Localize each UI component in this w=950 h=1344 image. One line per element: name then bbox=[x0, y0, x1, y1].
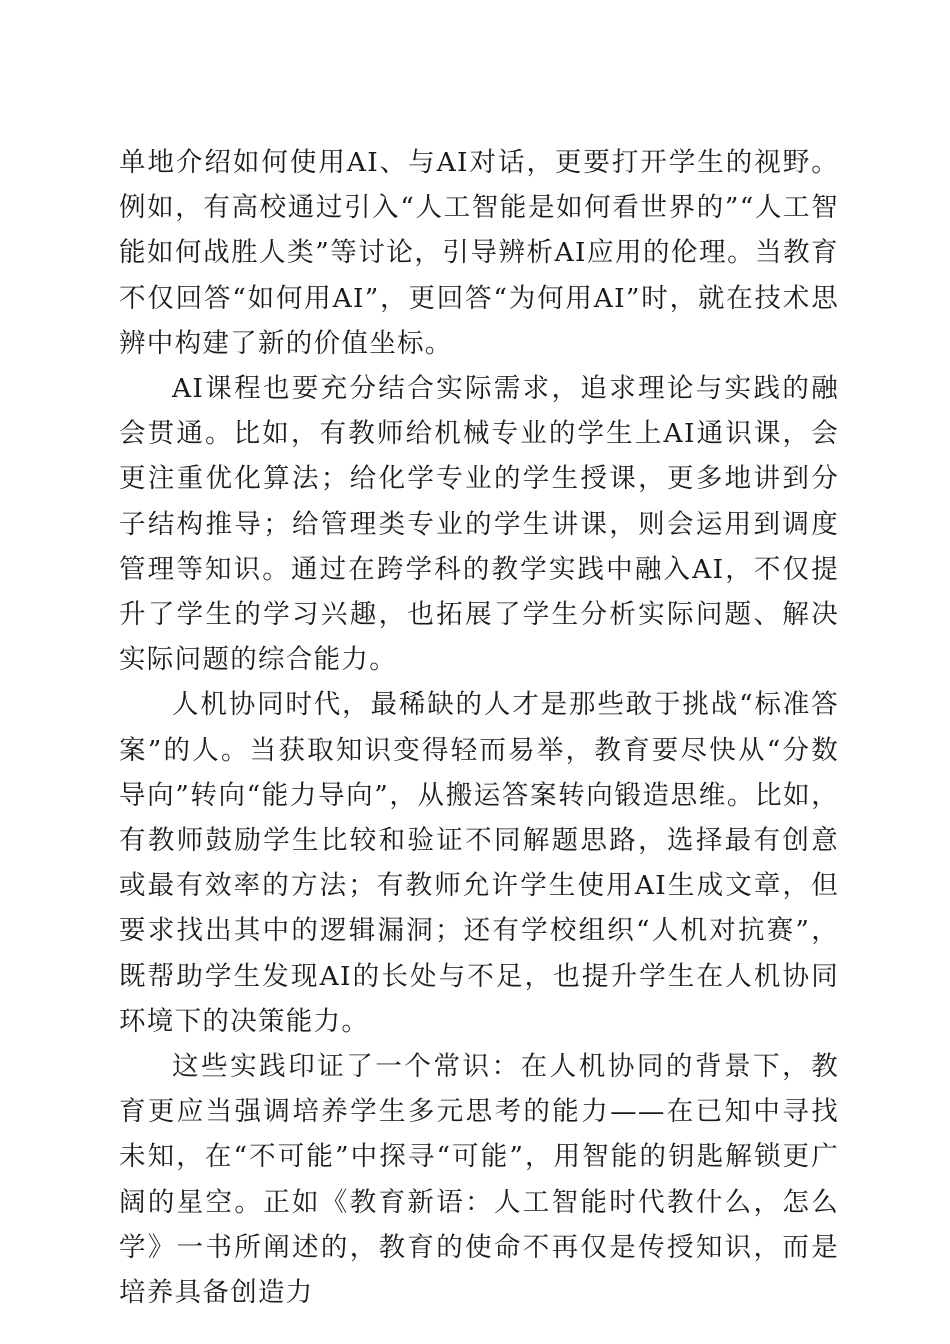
paragraph-practice-conclusion: 这些实践印证了一个常识：在人机协同的背景下，教育更应当强调培养学生多元思考的能力——在已知中寻找未知，在“不可能”中探寻“可能”，用智能的钥匙解锁更广阔的星空。正如《教育新语：人工智能时代教什么，怎么学》一书所阐述的，教育的使命不再仅是传授知识，而是培养具备创造力 bbox=[119, 1051, 839, 1309]
paragraph-continuation: 单地介绍如何使用AI、与AI对话，更要打开学生的视野。例如，有高校通过引入“人工智能是如何看世界的”“人工智能如何战胜人类”等讨论，引导辨析AI应用的伦理。当教育不仅回答“如何用AI”，更回答“为何用AI”时，就在技术思辨中构建了新的价值坐标。 bbox=[119, 147, 839, 359]
paragraph-ai-course: AI课程也要充分结合实际需求，追求理论与实践的融会贯通。比如，有教师给机械专业的学生上AI通识课，会更注重优化算法；给化学专业的学生授课，更多地讲到分子结构推导；给管理类专业的学生讲课，则会运用到调度管理等知识。通过在跨学科的教学实践中融入AI，不仅提升了学生的学习兴趣，也拓展了学生分析实际问题、解决实际问题的综合能力。 bbox=[119, 373, 839, 676]
paragraph-human-machine: 人机协同时代，最稀缺的人才是那些敢于挑战“标准答案”的人。当获取知识变得轻而易举，教育要尽快从“分数导向”转向“能力导向”，从搬运答案转向锻造思维。比如，有教师鼓励学生比较和验证不同解题思路，选择最有创意或最有效率的方法；有教师允许学生使用AI生成文章，但要求找出其中的逻辑漏洞；还有学校组织“人机对抗赛”，既帮助学生发现AI的长处与不足，也提升学生在人机协同环境下的决策能力。 bbox=[119, 689, 839, 1037]
article-body bbox=[119, 140, 839, 1315]
